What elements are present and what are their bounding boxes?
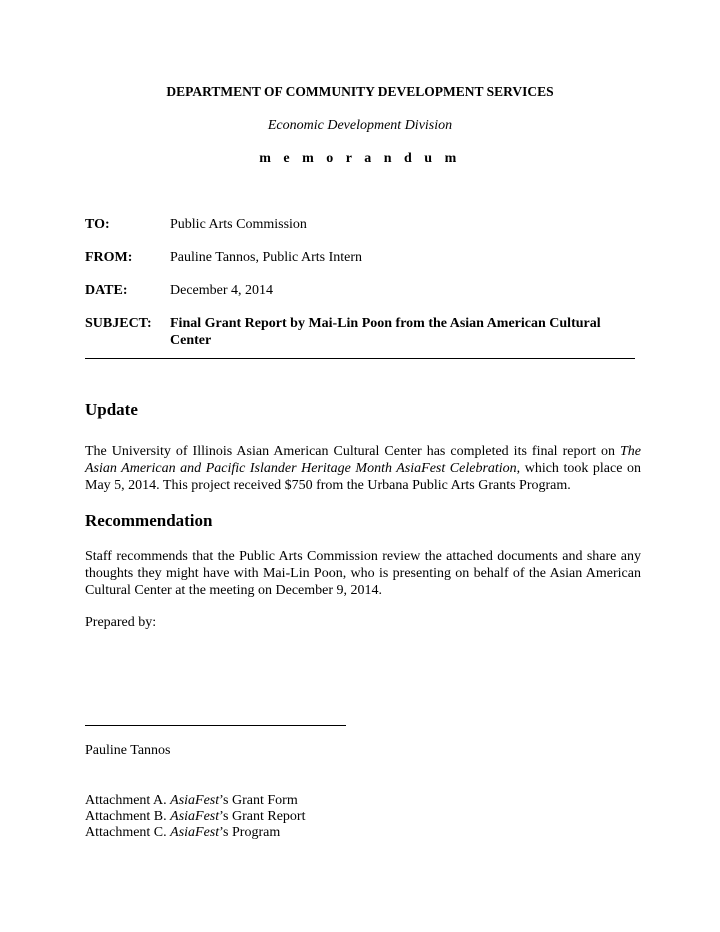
update-paragraph: [85, 443, 641, 494]
to-label: TO:: [85, 217, 110, 232]
attachment-item: Attachment B. AsiaFest’s Grant Report: [85, 809, 306, 824]
header-divider: [85, 358, 635, 359]
prepared-by-label: Prepared by:: [85, 615, 157, 630]
update-text-2: , which took place on May 5, 2014. This project received $750 from the Urbana Public Arts Grants Program.: [85, 461, 641, 493]
subject-value: Final Grant Report by Mai-Lin Poon from the Asian American Cultural Center: [170, 316, 601, 348]
date-value: December 4, 2014: [170, 283, 274, 298]
signature-line: [85, 725, 346, 726]
from-value: Pauline Tannos, Public Arts Intern: [170, 250, 363, 265]
division-subtitle: Economic Development Division: [267, 118, 453, 133]
event-title: The Asian American and Pacific Islander Heritage Month AsiaFest Celebration: [85, 444, 641, 476]
date-label: DATE:: [85, 283, 128, 298]
department-title: DEPARTMENT OF COMMUNITY DEVELOPMENT SERVICES: [166, 84, 554, 99]
attachment-item: Attachment C. AsiaFest’s Program: [85, 825, 281, 840]
attachment-item: Attachment A. AsiaFest’s Grant Form: [85, 793, 298, 808]
recommendation-paragraph: Staff recommends that the Public Arts Commission review the attached documents and share any thoughts they might have with Mai-Lin Poon, who is presenting on behalf of the Asian American Cultural Center at the meeting on December 9, 2014.: [85, 549, 641, 598]
recommendation-heading: Recommendation: [85, 511, 213, 530]
from-label: FROM:: [85, 250, 133, 265]
subject-label: SUBJECT:: [85, 316, 152, 331]
to-value: Public Arts Commission: [170, 217, 307, 232]
update-text-1: The University of Illinois Asian American Cultural Center has completed its final report on: [85, 444, 620, 459]
signer-name: Pauline Tannos: [85, 743, 171, 758]
update-heading: Update: [85, 400, 138, 419]
document-type: m e m o r a n d u m: [259, 151, 461, 166]
